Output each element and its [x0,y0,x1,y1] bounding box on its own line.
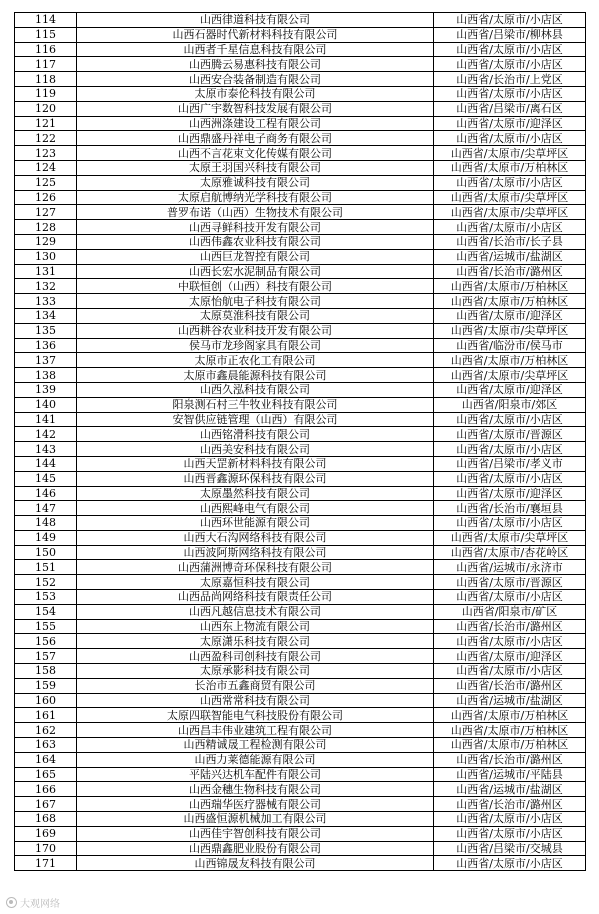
region-cell: 山西省/太原市/万柏林区 [434,738,586,753]
company-name-cell: 太原雅诚科技有限公司 [77,175,434,190]
row-number-cell: 119 [15,86,77,101]
row-number-cell: 140 [15,397,77,412]
company-name-cell: 太原四联智能电气科技股份有限公司 [77,708,434,723]
company-name-cell: 山西长宏水泥制品有限公司 [77,264,434,279]
watermark [6,895,60,910]
region-cell: 山西省/长治市/襄垣县 [434,501,586,516]
region-cell: 山西省/太原市/晋源区 [434,575,586,590]
table-row [15,841,586,856]
region-cell: 山西省/太原市/迎泽区 [434,649,586,664]
table-row [15,427,586,442]
region-cell: 山西省/太原市/尖草坪区 [434,205,586,220]
row-number-cell: 151 [15,560,77,575]
row-number-cell: 162 [15,723,77,738]
region-cell: 山西省/太原市/小店区 [434,590,586,605]
region-cell: 山西省/太原市/小店区 [434,13,586,28]
region-cell: 山西省/太原市/迎泽区 [434,382,586,397]
row-number-cell: 127 [15,205,77,220]
company-name-cell: 山西美安科技有限公司 [77,442,434,457]
company-name-cell: 太原王羽国兴科技有限公司 [77,160,434,175]
row-number-cell: 165 [15,767,77,782]
table-row [15,501,586,516]
row-number-cell: 158 [15,664,77,679]
row-number-cell: 134 [15,308,77,323]
table-row [15,368,586,383]
row-number-cell: 125 [15,175,77,190]
table-row [15,797,586,812]
row-number-cell: 132 [15,279,77,294]
table-row [15,131,586,146]
table-row [15,619,586,634]
region-cell: 山西省/吕梁市/离石区 [434,101,586,116]
table-row [15,205,586,220]
company-name-cell: 山西熙峰电气有限公司 [77,501,434,516]
table-row [15,738,586,753]
region-cell: 山西省/太原市/万柏林区 [434,279,586,294]
region-cell: 山西省/运城市/盐湖区 [434,782,586,797]
region-cell: 山西省/运城市/平陆县 [434,767,586,782]
company-name-cell: 山西晋鑫源环保科技有限公司 [77,471,434,486]
company-name-cell: 中联恒创（山西）科技有限公司 [77,279,434,294]
region-cell: 山西省/太原市/杏花岭区 [434,545,586,560]
company-name-cell: 侯马市龙珍阁家具有限公司 [77,338,434,353]
company-list-body [15,13,586,871]
region-cell: 山西省/太原市/小店区 [434,175,586,190]
row-number-cell: 167 [15,797,77,812]
company-list-table [14,12,586,871]
company-name-cell: 山西久泓科技有限公司 [77,382,434,397]
row-number-cell: 139 [15,382,77,397]
company-name-cell: 山西佳宇智创科技有限公司 [77,826,434,841]
table-row [15,279,586,294]
table-row [15,27,586,42]
region-cell: 山西省/太原市/万柏林区 [434,723,586,738]
company-name-cell: 山西安合装备制造有限公司 [77,72,434,87]
region-cell: 山西省/太原市/迎泽区 [434,116,586,131]
table-row [15,545,586,560]
table-row [15,101,586,116]
row-number-cell: 120 [15,101,77,116]
company-name-cell: 山西腾云易惠科技有限公司 [77,57,434,72]
table-row [15,767,586,782]
row-number-cell: 157 [15,649,77,664]
table-row [15,190,586,205]
region-cell: 山西省/太原市/万柏林区 [434,294,586,309]
region-cell: 山西省/长治市/潞州区 [434,264,586,279]
company-name-cell: 山西盈科司创科技有限公司 [77,649,434,664]
company-name-cell: 山西伟鑫农业科技有限公司 [77,234,434,249]
region-cell: 山西省/太原市/万柏林区 [434,353,586,368]
table-row [15,471,586,486]
company-name-cell: 太原怡航电子科技有限公司 [77,294,434,309]
company-name-cell: 山西盛恒源机械加工有限公司 [77,812,434,827]
row-number-cell: 148 [15,516,77,531]
row-number-cell: 117 [15,57,77,72]
table-row [15,353,586,368]
table-row [15,42,586,57]
region-cell: 山西省/太原市/小店区 [434,471,586,486]
table-row [15,86,586,101]
region-cell: 山西省/太原市/尖草坪区 [434,146,586,161]
company-name-cell: 山西东上物流有限公司 [77,619,434,634]
region-cell: 山西省/太原市/小店区 [434,57,586,72]
row-number-cell: 171 [15,856,77,871]
region-cell: 山西省/太原市/小店区 [434,664,586,679]
company-name-cell: 山西瑞华医疗器械有限公司 [77,797,434,812]
table-row [15,560,586,575]
region-cell: 山西省/吕梁市/交城县 [434,841,586,856]
row-number-cell: 131 [15,264,77,279]
table-row [15,338,586,353]
row-number-cell: 124 [15,160,77,175]
region-cell: 山西省/太原市/尖草坪区 [434,323,586,338]
table-row [15,708,586,723]
company-name-cell: 山西耕谷农业科技开发有限公司 [77,323,434,338]
table-row [15,456,586,471]
company-name-cell: 太原承影科技有限公司 [77,664,434,679]
table-row [15,752,586,767]
row-number-cell: 116 [15,42,77,57]
table-row [15,264,586,279]
company-name-cell: 太原潇乐科技有限公司 [77,634,434,649]
region-cell: 山西省/太原市/小店区 [434,812,586,827]
row-number-cell: 160 [15,693,77,708]
region-cell: 山西省/太原市/小店区 [434,42,586,57]
company-name-cell: 山西鼎鑫肥业股份有限公司 [77,841,434,856]
region-cell: 山西省/太原市/晋源区 [434,427,586,442]
company-name-cell: 太原市鑫晨能源科技有限公司 [77,368,434,383]
table-row [15,826,586,841]
region-cell: 山西省/太原市/尖草坪区 [434,368,586,383]
region-cell: 山西省/临汾市/侯马市 [434,338,586,353]
row-number-cell: 146 [15,486,77,501]
table-row [15,308,586,323]
region-cell: 山西省/太原市/万柏林区 [434,160,586,175]
region-cell: 山西省/长治市/上党区 [434,72,586,87]
row-number-cell: 152 [15,575,77,590]
company-name-cell: 山西凡越信息技术有限公司 [77,604,434,619]
row-number-cell: 115 [15,27,77,42]
row-number-cell: 161 [15,708,77,723]
region-cell: 山西省/太原市/小店区 [434,516,586,531]
row-number-cell: 150 [15,545,77,560]
company-name-cell: 太原市泰伦科技有限公司 [77,86,434,101]
table-row [15,856,586,871]
region-cell: 山西省/太原市/小店区 [434,412,586,427]
watermark-text: 大观网络 [20,899,60,910]
row-number-cell: 129 [15,234,77,249]
region-cell: 山西省/太原市/尖草坪区 [434,530,586,545]
row-number-cell: 135 [15,323,77,338]
region-cell: 山西省/太原市/小店区 [434,856,586,871]
region-cell: 山西省/长治市/潞州区 [434,797,586,812]
row-number-cell: 126 [15,190,77,205]
table-row [15,249,586,264]
company-name-cell: 山西精诚晟工程检测有限公司 [77,738,434,753]
company-name-cell: 山西金穗生物科技有限公司 [77,782,434,797]
region-cell: 山西省/阳泉市/矿区 [434,604,586,619]
company-name-cell: 山西不言花束文化传媒有限公司 [77,146,434,161]
row-number-cell: 163 [15,738,77,753]
company-name-cell: 平陆兴达机车配件有限公司 [77,767,434,782]
region-cell: 山西省/太原市/小店区 [434,634,586,649]
weibo-logo-icon [6,897,17,908]
company-name-cell: 山西品尚网络科技有限责任公司 [77,590,434,605]
table-row [15,323,586,338]
row-number-cell: 170 [15,841,77,856]
company-name-cell: 太原市正农化工有限公司 [77,353,434,368]
region-cell: 山西省/长治市/潞州区 [434,752,586,767]
region-cell: 山西省/太原市/小店区 [434,86,586,101]
row-number-cell: 168 [15,812,77,827]
row-number-cell: 143 [15,442,77,457]
row-number-cell: 122 [15,131,77,146]
table-row [15,294,586,309]
company-name-cell: 山西石器时代新材料科技有限公司 [77,27,434,42]
region-cell: 山西省/运城市/永济市 [434,560,586,575]
company-name-cell: 山西巨龙智控有限公司 [77,249,434,264]
table-row [15,397,586,412]
region-cell: 山西省/太原市/尖草坪区 [434,190,586,205]
row-number-cell: 156 [15,634,77,649]
row-number-cell: 137 [15,353,77,368]
company-name-cell: 山西者千星信息科技有限公司 [77,42,434,57]
company-name-cell: 安智供应链管理（山西）有限公司 [77,412,434,427]
company-name-cell: 山西天罡新材料科技有限公司 [77,456,434,471]
region-cell: 山西省/吕梁市/孝义市 [434,456,586,471]
row-number-cell: 130 [15,249,77,264]
row-number-cell: 118 [15,72,77,87]
table-row [15,486,586,501]
row-number-cell: 164 [15,752,77,767]
company-name-cell: 阳泉测石村三牛牧业科技有限公司 [77,397,434,412]
company-name-cell: 山西律道科技有限公司 [77,13,434,28]
table-row [15,382,586,397]
company-name-cell: 山西力莱德能源有限公司 [77,752,434,767]
region-cell: 山西省/太原市/迎泽区 [434,308,586,323]
table-row [15,116,586,131]
table-row [15,782,586,797]
row-number-cell: 147 [15,501,77,516]
table-row [15,57,586,72]
region-cell: 山西省/吕梁市/柳林县 [434,27,586,42]
row-number-cell: 153 [15,590,77,605]
table-row [15,590,586,605]
row-number-cell: 128 [15,220,77,235]
region-cell: 山西省/长治市/潞州区 [434,619,586,634]
company-name-cell: 普罗布诺（山西）生物技术有限公司 [77,205,434,220]
company-name-cell: 山西鼎盛丹祥电子商务有限公司 [77,131,434,146]
company-name-cell: 太原墨然科技有限公司 [77,486,434,501]
row-number-cell: 155 [15,619,77,634]
row-number-cell: 145 [15,471,77,486]
row-number-cell: 123 [15,146,77,161]
row-number-cell: 141 [15,412,77,427]
company-name-cell: 太原莫淮科技有限公司 [77,308,434,323]
table-row [15,146,586,161]
row-number-cell: 133 [15,294,77,309]
company-name-cell: 山西广宇数智科技发展有限公司 [77,101,434,116]
table-row [15,678,586,693]
table-row [15,220,586,235]
table-row [15,604,586,619]
table-row [15,442,586,457]
row-number-cell: 138 [15,368,77,383]
row-number-cell: 149 [15,530,77,545]
region-cell: 山西省/太原市/迎泽区 [434,486,586,501]
table-row [15,234,586,249]
company-name-cell: 山西昌丰伟业建筑工程有限公司 [77,723,434,738]
table-row [15,412,586,427]
company-name-cell: 山西大石沟网络科技有限公司 [77,530,434,545]
company-name-cell: 山西铭滑科技有限公司 [77,427,434,442]
row-number-cell: 114 [15,13,77,28]
table-row [15,812,586,827]
row-number-cell: 144 [15,456,77,471]
region-cell: 山西省/太原市/小店区 [434,220,586,235]
table-row [15,530,586,545]
table-row [15,13,586,28]
table-row [15,664,586,679]
row-number-cell: 136 [15,338,77,353]
region-cell: 山西省/太原市/小店区 [434,442,586,457]
region-cell: 山西省/太原市/小店区 [434,131,586,146]
company-name-cell: 山西蒲洲博奇环保科技有限公司 [77,560,434,575]
table-row [15,634,586,649]
table-row [15,649,586,664]
row-number-cell: 142 [15,427,77,442]
region-cell: 山西省/阳泉市/郊区 [434,397,586,412]
region-cell: 山西省/运城市/盐湖区 [434,693,586,708]
row-number-cell: 154 [15,604,77,619]
row-number-cell: 121 [15,116,77,131]
region-cell: 山西省/太原市/万柏林区 [434,708,586,723]
company-name-cell: 山西洲涤建设工程有限公司 [77,116,434,131]
company-name-cell: 长治市五鑫商贸有限公司 [77,678,434,693]
row-number-cell: 166 [15,782,77,797]
region-cell: 山西省/运城市/盐湖区 [434,249,586,264]
company-name-cell: 山西寻鲜科技开发有限公司 [77,220,434,235]
table-row [15,175,586,190]
company-name-cell: 山西锦晟友科技有限公司 [77,856,434,871]
row-number-cell: 159 [15,678,77,693]
region-cell: 山西省/太原市/小店区 [434,826,586,841]
region-cell: 山西省/长治市/长子县 [434,234,586,249]
table-row [15,693,586,708]
company-name-cell: 山西环世能源有限公司 [77,516,434,531]
company-name-cell: 山西波阿斯网络科技有限公司 [77,545,434,560]
company-name-cell: 太原嘉恒科技有限公司 [77,575,434,590]
row-number-cell: 169 [15,826,77,841]
company-name-cell: 山西常常科技有限公司 [77,693,434,708]
table-row [15,72,586,87]
region-cell: 山西省/长治市/潞州区 [434,678,586,693]
table-row [15,160,586,175]
table-row [15,575,586,590]
company-name-cell: 太原启航博纳光学科技有限公司 [77,190,434,205]
table-row [15,516,586,531]
table-row [15,723,586,738]
